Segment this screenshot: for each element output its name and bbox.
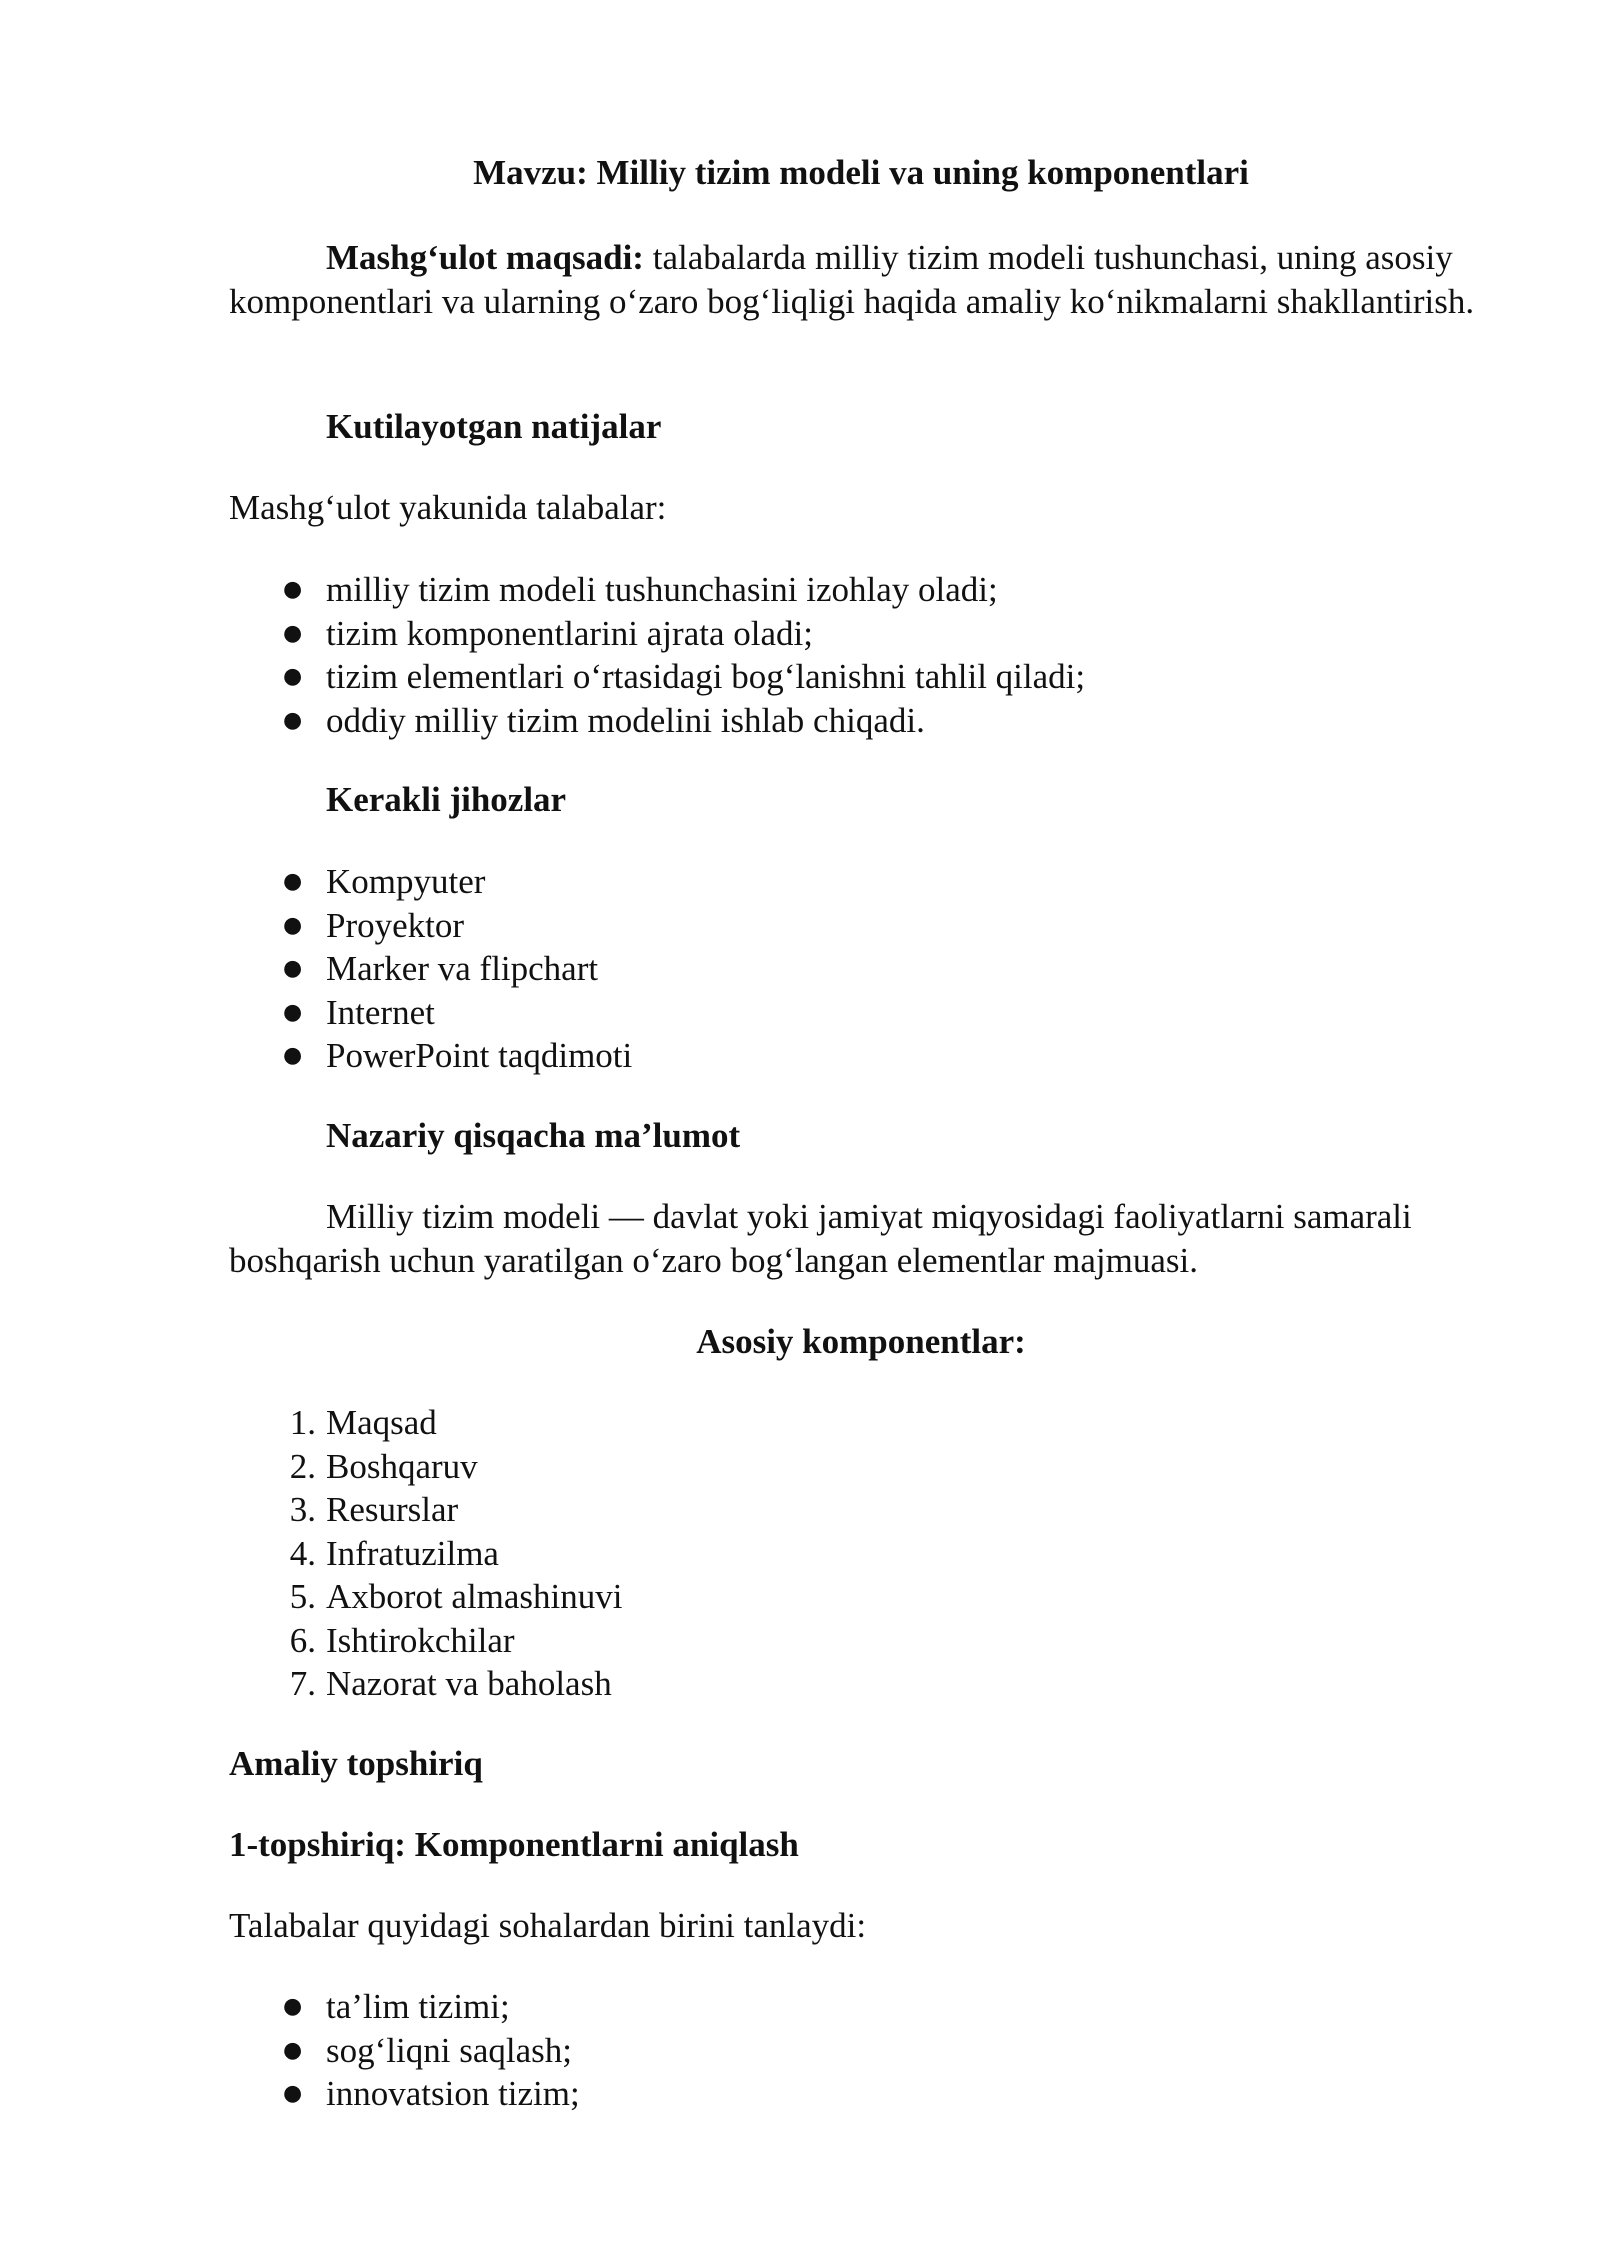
goal-paragraph <box>229 236 1509 323</box>
list-item: ● oddiy milliy tizim modelini ishlab chiqadi. <box>326 699 1085 743</box>
task1-heading: 1-topshiriq: Komponentlarni aniqlash <box>229 1825 799 1864</box>
list-item: ● Kompyuter <box>326 860 632 904</box>
bullet-icon: ● <box>283 999 303 1025</box>
list-item: ● ta’lim tizimi; <box>326 1985 580 2029</box>
components-heading: Asosiy komponentlar: <box>696 1322 1026 1361</box>
list-item: 7. Nazorat va baholash <box>326 1662 623 1706</box>
task1-list <box>283 1985 580 2116</box>
list-item: ● milliy tizim modeli tushunchasini izohlay oladi; <box>326 568 1085 612</box>
list-number: 5. <box>289 1577 316 1616</box>
goal-text: talabalarda milliy tizim modeli tushunchasi, uning asosiy komponentlari va ularning o‘zaro bog‘liqligi haqida amaliy ko‘nikmalarni shakllantirish. <box>229 238 1475 321</box>
list-item: 4. Infratuzilma <box>326 1532 623 1576</box>
bullet-icon: ● <box>283 620 303 646</box>
list-item: 2. Boshqaruv <box>326 1445 623 1489</box>
list-item: ● PowerPoint taqdimoti <box>326 1034 632 1078</box>
equipment-heading: Kerakli jihozlar <box>326 780 567 819</box>
equipment-list <box>283 860 633 1078</box>
bullet-icon: ● <box>283 664 303 689</box>
goal-label: Mashg‘ulot maqsadi: <box>326 238 644 277</box>
list-item: ● Internet <box>326 991 632 1035</box>
theory-paragraph: Milliy tizim modeli — davlat yoki jamiyat miqyosidagi faoliyatlarni samarali boshqarish uchun yaratilgan o‘zaro bog‘langan elementlar majmuasi. <box>229 1197 1412 1280</box>
components-list <box>289 1401 623 1706</box>
list-item: 1. Maqsad <box>326 1401 623 1445</box>
theory-heading: Nazariy qisqacha ma’lumot <box>326 1116 741 1155</box>
expected-results-list <box>283 568 1086 742</box>
list-number: 1. <box>289 1403 316 1442</box>
list-item: ● Proyektor <box>326 904 632 948</box>
bullet-icon: ● <box>283 2081 303 2106</box>
bullet-icon: ● <box>283 956 303 981</box>
list-item: 5. Axborot almashinuvi <box>326 1575 623 1619</box>
practice-heading: Amaliy topshiriq <box>229 1744 483 1783</box>
bullet-icon: ● <box>283 869 303 894</box>
list-number: 2. <box>289 1446 316 1486</box>
bullet-icon: ● <box>283 577 303 602</box>
page-title: Mavzu: Milliy tizim modeli va uning komponentlari <box>473 153 1249 192</box>
list-item: ● sog‘liqni saqlash; <box>326 2029 580 2073</box>
list-number: 4. <box>289 1533 316 1573</box>
bullet-icon: ● <box>283 1994 303 2019</box>
list-item: 3. Resurslar <box>326 1488 623 1532</box>
list-item: ● tizim elementlari o‘rtasidagi bog‘lanishni tahlil qiladi; <box>326 655 1085 699</box>
list-item: ● innovatsion tizim; <box>326 2072 580 2116</box>
task1-intro: Talabalar quyidagi sohalardan birini tanlaydi: <box>229 1906 867 1945</box>
list-number: 6. <box>289 1620 316 1660</box>
bullet-icon: ● <box>283 707 303 733</box>
bullet-icon: ● <box>283 1043 303 1068</box>
list-item: 6. Ishtirokchilar <box>326 1619 623 1663</box>
list-number: 3. <box>289 1490 316 1529</box>
bullet-icon: ● <box>283 912 303 938</box>
list-item: ● tizim komponentlarini ajrata oladi; <box>326 612 1085 656</box>
expected-results-intro: Mashg‘ulot yakunida talabalar: <box>229 488 667 527</box>
bullet-icon: ● <box>283 2037 303 2063</box>
list-number: 7. <box>289 1664 316 1703</box>
expected-results-heading: Kutilayotgan natijalar <box>326 407 662 446</box>
list-item: ● Marker va flipchart <box>326 947 632 991</box>
